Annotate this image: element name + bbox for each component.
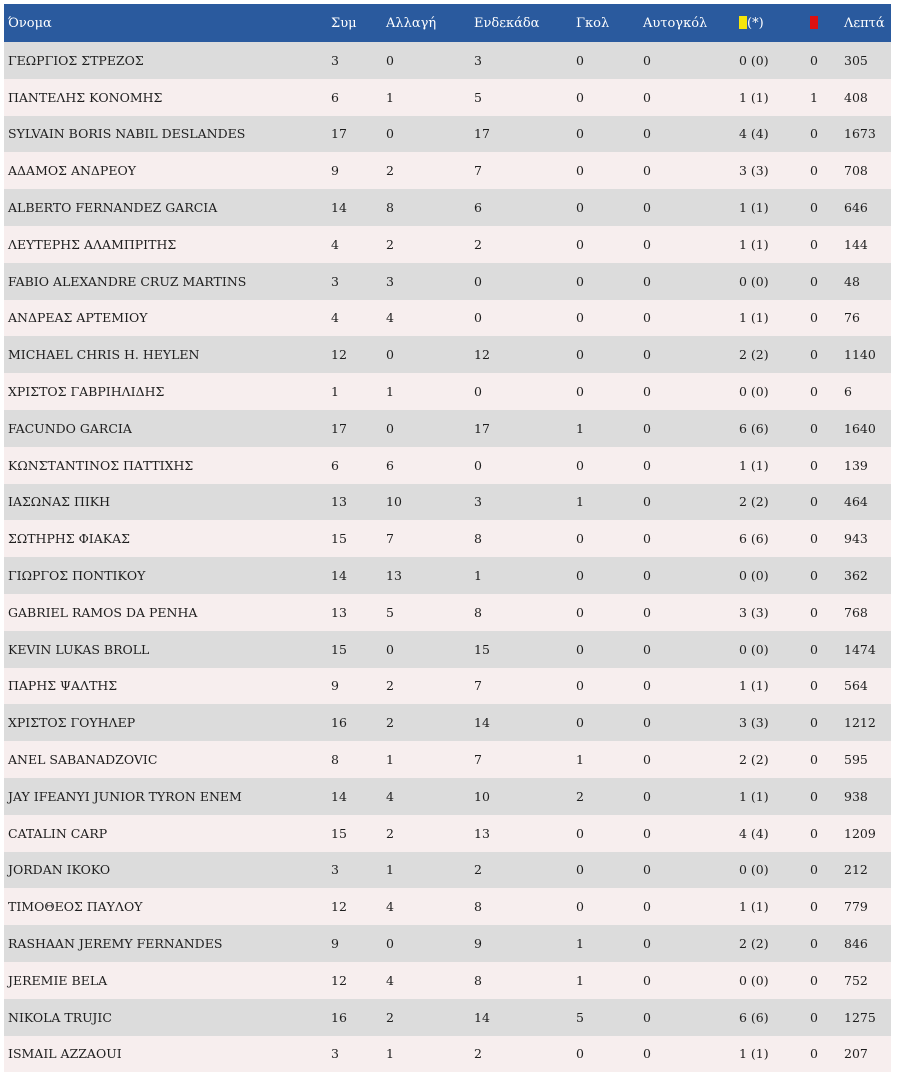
table-row[interactable] [4,741,891,778]
table-row[interactable] [4,79,891,116]
minutes-cell: 139 [844,457,868,473]
minutes-cell: 1212 [844,715,876,731]
own-goals-cell: 0 [643,752,651,768]
yellow-cards-cell: 6 (6) [739,420,769,436]
apps-cell: 13 [331,604,347,620]
apps-cell: 3 [331,52,339,68]
minutes-cell: 408 [844,89,868,105]
minutes-cell: 464 [844,494,868,510]
own-goals-cell: 0 [643,531,651,547]
table-row[interactable] [4,520,891,557]
apps-cell: 16 [331,715,347,731]
minutes-cell: 144 [844,236,868,252]
yellow-cards-cell: 6 (6) [739,531,769,547]
sub-cell: 2 [386,236,394,252]
goals-cell: 0 [576,347,584,363]
sub-cell: 6 [386,457,394,473]
player-name-cell: CATALIN CARP [8,825,108,841]
red-cards-cell: 0 [810,347,818,363]
minutes-cell: 212 [844,862,868,878]
column-header-starting[interactable]: Ενδεκάδα [474,15,540,31]
column-header-apps[interactable]: Συμ [331,15,357,31]
apps-cell: 6 [331,89,339,105]
player-name-cell: ANEL SABANADZOVIC [8,752,158,768]
red-cards-cell: 0 [810,936,818,952]
goals-cell: 0 [576,310,584,326]
apps-cell: 4 [331,310,339,326]
starting-cell: 7 [474,163,482,179]
starting-cell: 9 [474,936,482,952]
own-goals-cell: 0 [643,825,651,841]
own-goals-cell: 0 [643,862,651,878]
table-row[interactable] [4,962,891,999]
column-header-goals[interactable]: Γκολ [576,15,610,31]
table-row[interactable] [4,263,891,300]
goals-cell: 1 [576,420,584,436]
player-name-cell: ΠΑΡΗΣ ΨΑΛΤΗΣ [8,678,118,694]
player-name-cell: MICHAEL CHRIS H. HEYLEN [8,347,200,363]
red-cards-cell: 0 [810,531,818,547]
player-name-cell: ΙΑΣΩΝΑΣ ΠΙΚΗ [8,494,111,510]
player-name-cell: ΑΝΔΡΕΑΣ ΑΡΤΕΜΙΟΥ [8,310,148,326]
table-row[interactable] [4,778,891,815]
minutes-cell: 846 [844,936,868,952]
starting-cell: 8 [474,604,482,620]
yellow-card-note: (*) [747,15,764,31]
red-cards-cell: 0 [810,310,818,326]
yellow-cards-cell: 0 (0) [739,641,769,657]
own-goals-cell: 0 [643,163,651,179]
red-cards-cell: 0 [810,862,818,878]
starting-cell: 0 [474,457,482,473]
own-goals-cell: 0 [643,788,651,804]
table-body [4,42,891,1072]
starting-cell: 1 [474,568,482,584]
own-goals-cell: 0 [643,936,651,952]
red-cards-cell: 0 [810,788,818,804]
minutes-cell: 779 [844,899,868,915]
player-name-cell: ΚΩΝΣΤΑΝΤΙΝΟΣ ΠΑΤΤΙΧΗΣ [8,457,194,473]
table-row[interactable] [4,152,891,189]
own-goals-cell: 0 [643,568,651,584]
own-goals-cell: 0 [643,715,651,731]
goals-cell: 0 [576,273,584,289]
apps-cell: 3 [331,273,339,289]
minutes-cell: 1140 [844,347,876,363]
red-card-icon [810,16,818,29]
own-goals-cell: 0 [643,972,651,988]
player-name-cell: KEVIN LUKAS BROLL [8,641,150,657]
sub-cell: 1 [386,89,394,105]
yellow-cards-cell: 1 (1) [739,457,769,473]
apps-cell: 12 [331,972,347,988]
apps-cell: 17 [331,126,347,142]
starting-cell: 2 [474,236,482,252]
yellow-cards-cell: 4 (4) [739,825,769,841]
player-name-cell: ΓΕΩΡΓΙΟΣ ΣΤΡΕΖΟΣ [8,52,144,68]
yellow-cards-cell: 1 (1) [739,678,769,694]
yellow-cards-cell: 1 (1) [739,236,769,252]
apps-cell: 15 [331,825,347,841]
column-header-minutes[interactable]: Λεπτά [844,15,885,31]
yellow-cards-cell: 3 (3) [739,163,769,179]
red-cards-cell: 1 [810,89,818,105]
column-header-red-cards[interactable] [806,4,840,42]
goals-cell: 0 [576,52,584,68]
own-goals-cell: 0 [643,89,651,105]
goals-cell: 0 [576,384,584,400]
column-header-name[interactable]: Όνομα [8,15,52,31]
starting-cell: 0 [474,273,482,289]
player-name-cell: ΑΔΑΜΟΣ ΑΝΔΡΕΟΥ [8,163,136,179]
apps-cell: 15 [331,641,347,657]
own-goals-cell: 0 [643,273,651,289]
column-header-sub[interactable]: Αλλαγή [386,15,437,31]
player-name-cell: ISMAIL AZZAOUI [8,1046,122,1062]
sub-cell: 4 [386,788,394,804]
goals-cell: 1 [576,752,584,768]
minutes-cell: 207 [844,1046,868,1062]
player-name-cell: ΤΙΜΟΘΕΟΣ ΠΑΥΛΟΥ [8,899,143,915]
apps-cell: 3 [331,1046,339,1062]
table-row[interactable] [4,999,891,1036]
goals-cell: 0 [576,899,584,915]
red-cards-cell: 0 [810,972,818,988]
table-row[interactable] [4,1036,891,1072]
red-cards-cell: 0 [810,678,818,694]
minutes-cell: 646 [844,200,868,216]
red-cards-cell: 0 [810,273,818,289]
sub-cell: 0 [386,52,394,68]
player-name-cell: ΛΕΥΤΕΡΗΣ ΑΛΑΜΠΡΙΤΗΣ [8,236,177,252]
table-row[interactable] [4,925,891,962]
sub-cell: 0 [386,347,394,363]
apps-cell: 8 [331,752,339,768]
red-cards-cell: 0 [810,52,818,68]
player-name-cell: RASHAAN JEREMY FERNANDES [8,936,223,952]
goals-cell: 0 [576,641,584,657]
goals-cell: 0 [576,126,584,142]
apps-cell: 4 [331,236,339,252]
own-goals-cell: 0 [643,310,651,326]
own-goals-cell: 0 [643,641,651,657]
starting-cell: 17 [474,420,490,436]
sub-cell: 3 [386,273,394,289]
table-row[interactable] [4,852,891,889]
table-row[interactable] [4,373,891,410]
goals-cell: 0 [576,862,584,878]
own-goals-cell: 0 [643,604,651,620]
yellow-cards-cell: 4 (4) [739,126,769,142]
yellow-cards-cell: 2 (2) [739,347,769,363]
sub-cell: 4 [386,310,394,326]
starting-cell: 3 [474,52,482,68]
apps-cell: 14 [331,568,347,584]
own-goals-cell: 0 [643,126,651,142]
yellow-cards-cell: 1 (1) [739,899,769,915]
starting-cell: 0 [474,310,482,326]
red-cards-cell: 0 [810,126,818,142]
table-row[interactable] [4,336,891,373]
goals-cell: 0 [576,568,584,584]
yellow-cards-cell: 1 (1) [739,200,769,216]
goals-cell: 0 [576,715,584,731]
yellow-cards-cell: 0 (0) [739,972,769,988]
yellow-cards-cell: 1 (1) [739,1046,769,1062]
own-goals-cell: 0 [643,347,651,363]
yellow-cards-cell: 2 (2) [739,494,769,510]
sub-cell: 2 [386,163,394,179]
minutes-cell: 595 [844,752,868,768]
starting-cell: 13 [474,825,490,841]
sub-cell: 2 [386,825,394,841]
sub-cell: 0 [386,641,394,657]
player-stats-table [4,4,891,1072]
player-stats-container [4,4,891,1072]
sub-cell: 2 [386,678,394,694]
own-goals-cell: 0 [643,899,651,915]
starting-cell: 10 [474,788,490,804]
yellow-cards-cell: 0 (0) [739,384,769,400]
sub-cell: 2 [386,715,394,731]
starting-cell: 15 [474,641,490,657]
apps-cell: 13 [331,494,347,510]
sub-cell: 10 [386,494,402,510]
column-header-yellow-cards[interactable] [735,4,806,42]
sub-cell: 0 [386,936,394,952]
sub-cell: 1 [386,1046,394,1062]
player-name-cell: ALBERTO FERNANDEZ GARCIA [8,200,218,216]
minutes-cell: 1209 [844,825,876,841]
minutes-cell: 48 [844,273,860,289]
player-name-cell: JAY IFEANYI JUNIOR TYRON ENEM [8,788,242,804]
minutes-cell: 1275 [844,1009,876,1025]
sub-cell: 0 [386,126,394,142]
table-row[interactable] [4,668,891,705]
minutes-cell: 305 [844,52,868,68]
yellow-cards-cell: 3 (3) [739,715,769,731]
yellow-cards-cell: 1 (1) [739,310,769,326]
own-goals-cell: 0 [643,457,651,473]
sub-cell: 8 [386,200,394,216]
column-header-own-goals[interactable]: Αυτογκόλ [643,15,708,31]
yellow-cards-cell: 2 (2) [739,936,769,952]
table-row[interactable] [4,594,891,631]
yellow-cards-cell: 0 (0) [739,52,769,68]
apps-cell: 14 [331,788,347,804]
own-goals-cell: 0 [643,1046,651,1062]
yellow-cards-cell: 0 (0) [739,273,769,289]
red-cards-cell: 0 [810,384,818,400]
player-name-cell: ΠΑΝΤΕΛΗΣ ΚΟΝΟΜΗΣ [8,89,163,105]
player-name-cell: ΣΩΤΗΡΗΣ ΦΙΑΚΑΣ [8,531,130,547]
own-goals-cell: 0 [643,200,651,216]
red-cards-cell: 0 [810,604,818,620]
red-cards-cell: 0 [810,641,818,657]
table-row[interactable] [4,116,891,153]
starting-cell: 6 [474,200,482,216]
sub-cell: 4 [386,972,394,988]
red-cards-cell: 0 [810,420,818,436]
table-row[interactable] [4,226,891,263]
minutes-cell: 943 [844,531,868,547]
red-cards-cell: 0 [810,899,818,915]
sub-cell: 1 [386,862,394,878]
red-cards-cell: 0 [810,1046,818,1062]
red-cards-cell: 0 [810,715,818,731]
starting-cell: 12 [474,347,490,363]
red-cards-cell: 0 [810,752,818,768]
apps-cell: 12 [331,899,347,915]
apps-cell: 9 [331,678,339,694]
starting-cell: 8 [474,531,482,547]
table-row[interactable] [4,42,891,79]
yellow-cards-cell: 0 (0) [739,862,769,878]
player-name-cell: ΓΙΩΡΓΟΣ ΠΟΝΤΙΚΟΥ [8,568,146,584]
own-goals-cell: 0 [643,678,651,694]
starting-cell: 14 [474,715,490,731]
red-cards-cell: 0 [810,494,818,510]
starting-cell: 17 [474,126,490,142]
goals-cell: 0 [576,531,584,547]
red-cards-cell: 0 [810,1009,818,1025]
sub-cell: 5 [386,604,394,620]
red-cards-cell: 0 [810,163,818,179]
player-name-cell: ΧΡΙΣΤΟΣ ΓΑΒΡΙΗΛΙΔΗΣ [8,384,165,400]
goals-cell: 1 [576,936,584,952]
sub-cell: 1 [386,752,394,768]
apps-cell: 14 [331,200,347,216]
red-cards-cell: 0 [810,236,818,252]
yellow-cards-cell: 0 (0) [739,568,769,584]
goals-cell: 0 [576,163,584,179]
starting-cell: 5 [474,89,482,105]
red-cards-cell: 0 [810,825,818,841]
apps-cell: 17 [331,420,347,436]
table-row[interactable] [4,704,891,741]
goals-cell: 2 [576,788,584,804]
player-name-cell: ΧΡΙΣΤΟΣ ΓΟΥΗΛΕΡ [8,715,136,731]
yellow-cards-cell: 2 (2) [739,752,769,768]
apps-cell: 15 [331,531,347,547]
minutes-cell: 362 [844,568,868,584]
goals-cell: 0 [576,825,584,841]
goals-cell: 1 [576,972,584,988]
yellow-cards-cell: 1 (1) [739,788,769,804]
minutes-cell: 76 [844,310,860,326]
player-name-cell: NIKOLA TRUJIC [8,1009,112,1025]
sub-cell: 13 [386,568,402,584]
minutes-cell: 938 [844,788,868,804]
apps-cell: 9 [331,936,339,952]
sub-cell: 7 [386,531,394,547]
minutes-cell: 1640 [844,420,876,436]
red-cards-cell: 0 [810,200,818,216]
own-goals-cell: 0 [643,1009,651,1025]
starting-cell: 8 [474,899,482,915]
starting-cell: 2 [474,862,482,878]
own-goals-cell: 0 [643,420,651,436]
minutes-cell: 708 [844,163,868,179]
yellow-cards-cell: 3 (3) [739,604,769,620]
goals-cell: 0 [576,236,584,252]
starting-cell: 14 [474,1009,490,1025]
player-name-cell: GABRIEL RAMOS DA PENHA [8,604,198,620]
apps-cell: 9 [331,163,339,179]
goals-cell: 0 [576,678,584,694]
goals-cell: 1 [576,494,584,510]
table-row[interactable] [4,888,891,925]
apps-cell: 12 [331,347,347,363]
apps-cell: 1 [331,384,339,400]
minutes-cell: 1474 [844,641,876,657]
yellow-card-icon [739,16,747,29]
red-cards-cell: 0 [810,457,818,473]
yellow-cards-cell: 1 (1) [739,89,769,105]
table-row[interactable] [4,815,891,852]
sub-cell: 0 [386,420,394,436]
starting-cell: 0 [474,384,482,400]
apps-cell: 6 [331,457,339,473]
minutes-cell: 564 [844,678,868,694]
sub-cell: 4 [386,899,394,915]
starting-cell: 8 [474,972,482,988]
red-cards-cell: 0 [810,568,818,584]
own-goals-cell: 0 [643,494,651,510]
starting-cell: 2 [474,1046,482,1062]
sub-cell: 1 [386,384,394,400]
minutes-cell: 752 [844,972,868,988]
starting-cell: 3 [474,494,482,510]
goals-cell: 0 [576,1046,584,1062]
starting-cell: 7 [474,752,482,768]
player-name-cell: SYLVAIN BORIS NABIL DESLANDES [8,126,246,142]
table-row[interactable] [4,189,891,226]
table-row[interactable] [4,557,891,594]
sub-cell: 2 [386,1009,394,1025]
table-header-row [4,4,891,42]
apps-cell: 3 [331,862,339,878]
goals-cell: 0 [576,200,584,216]
goals-cell: 5 [576,1009,584,1025]
minutes-cell: 1673 [844,126,876,142]
table-row[interactable] [4,484,891,521]
own-goals-cell: 0 [643,236,651,252]
player-name-cell: FABIO ALEXANDRE CRUZ MARTINS [8,273,247,289]
table-row[interactable] [4,447,891,484]
minutes-cell: 6 [844,384,852,400]
starting-cell: 7 [474,678,482,694]
apps-cell: 16 [331,1009,347,1025]
table-row[interactable] [4,300,891,337]
minutes-cell: 768 [844,604,868,620]
yellow-cards-cell: 6 (6) [739,1009,769,1025]
own-goals-cell: 0 [643,52,651,68]
player-name-cell: FACUNDO GARCIA [8,420,132,436]
table-row[interactable] [4,410,891,447]
goals-cell: 0 [576,604,584,620]
table-row[interactable] [4,631,891,668]
player-name-cell: JORDAN IKOKO [8,862,111,878]
goals-cell: 0 [576,457,584,473]
player-name-cell: JEREMIE BELA [8,972,108,988]
own-goals-cell: 0 [643,384,651,400]
goals-cell: 0 [576,89,584,105]
